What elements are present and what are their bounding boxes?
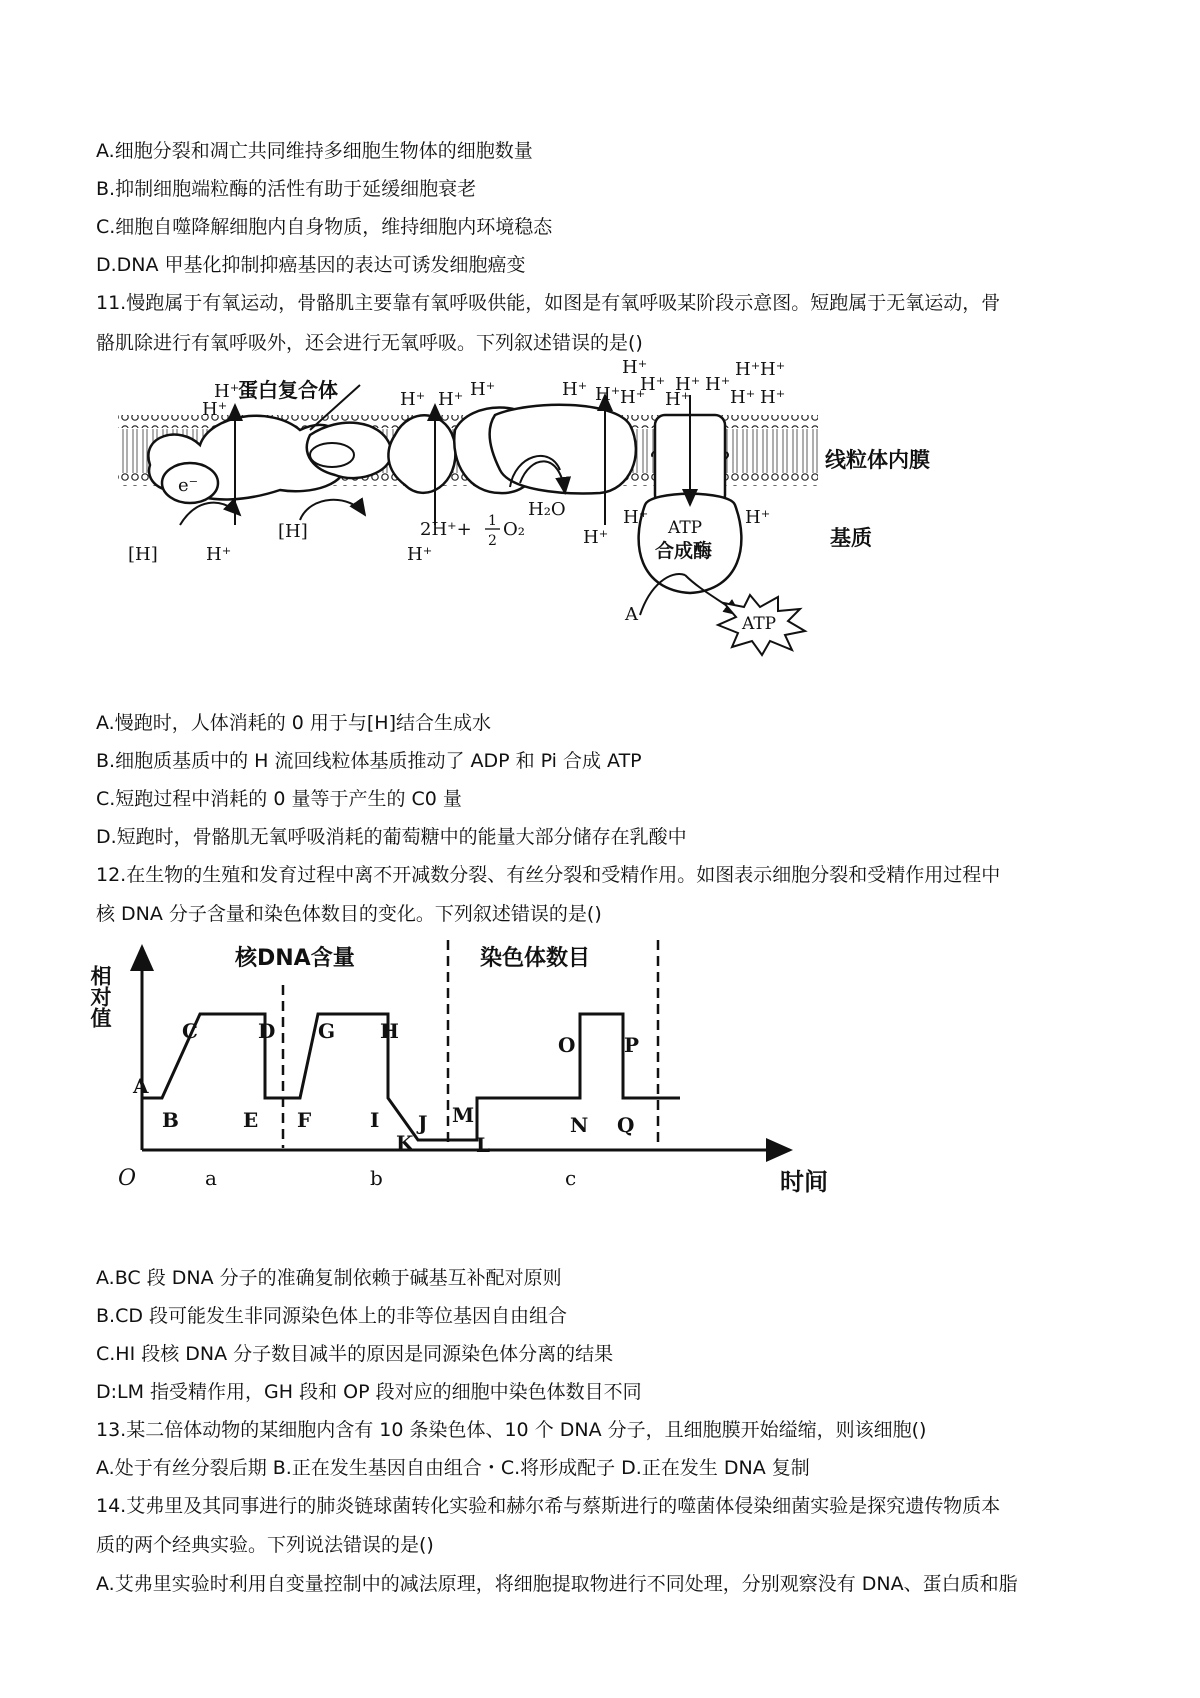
mitochondria-membrane-figure [110,357,1070,705]
point-label-l: L [476,1133,491,1157]
h-plus-label: H⁺ [470,379,496,400]
point-label-n: N [570,1113,589,1137]
h-plus-label: H⁺ [562,379,588,400]
atp-synthase-label-2: 合成酶 [655,540,713,562]
point-label-m: M [452,1103,475,1127]
h-plus-label: H⁺ [400,389,426,410]
phase-label-c: c [565,1166,577,1190]
section-title-dna: 核DNA含量 [235,946,355,971]
h-plus-label: H⁺ [623,507,649,528]
q12-stem-line1: 12.在生物的生殖和发育过程中离不开减数分裂、有丝分裂和受精作用。如图表示细胞分裂和受精作用过程中 [96,864,1001,886]
h-plus-label: H⁺ [622,357,648,378]
point-label-d: D [258,1019,276,1043]
q11-option-b: B.细胞质基质中的 H 流回线粒体基质推动了 ADP 和 Pi 合成 ATP [96,750,642,772]
origin-label: O [118,1166,137,1191]
phase-label-b: b [370,1166,383,1190]
point-label-i: I [370,1108,380,1132]
adp-a-label: A [625,604,638,625]
q14-stem-line1: 14.艾弗里及其同事进行的肺炎链球菌转化实验和赫尔希与蔡斯进行的噬菌体侵染细菌实验是探究遗传物质本 [96,1495,1001,1517]
point-label-a: A [133,1074,149,1098]
q12-option-a: A.BC 段 DNA 分子的准确复制依赖于碱基互补配对原则 [96,1267,562,1289]
point-label-g: G [318,1019,336,1043]
reaction-prefix: 2H⁺+ [420,519,472,540]
h-plus-label: H⁺ [583,527,609,548]
q10-option-a: A.细胞分裂和凋亡共同维持多细胞生物体的细胞数量 [96,140,533,162]
q13-options: A.处于有丝分裂后期 B.正在发生基因自由组合・C.将形成配子 D.正在发生 DNA 复制 [96,1457,810,1479]
water-label: H₂O [528,499,566,520]
q11-option-d: D.短跑时，骨骼肌无氧呼吸消耗的葡萄糖中的能量大部分储存在乳酸中 [96,826,687,848]
q10-option-b: B.抑制细胞端粒酶的活性有助于延缓细胞衰老 [96,178,477,200]
q13-stem: 13.某二倍体动物的某细胞内含有 10 条染色体、10 个 DNA 分子，且细胞膜开始缢缩，则该细胞() [96,1419,927,1441]
q11-stem-line2: 骼肌除进行有氧呼吸外，还会进行无氧呼吸。下列叙述错误的是() [96,332,643,354]
point-label-c: C [182,1019,198,1043]
dna-chromosome-chart [88,935,828,1215]
h-plus-label: H⁺ [214,381,240,402]
point-label-f: F [297,1108,312,1132]
electron-label: e⁻ [178,475,199,496]
q12-option-b: B.CD 段可能发生非同源染色体上的非等位基因自由组合 [96,1305,568,1327]
atp-label: ATP [742,614,777,634]
matrix-label: 基质 [830,526,872,550]
h-plus-label: H⁺ [760,359,786,380]
point-label-j: J [418,1111,428,1135]
h-plus-label: H⁺ [640,374,666,395]
h-plus-label: H⁺ [705,374,731,395]
q12-option-d: D:LM 指受精作用，GH 段和 OP 段对应的细胞中染色体数目不同 [96,1381,642,1403]
series-line [142,1014,680,1140]
point-label-b: B [162,1108,179,1132]
section-title-chromosome: 染色体数目 [480,946,591,971]
atp-synthase-label-1: ATP [668,518,703,538]
inner-membrane-label: 线粒体内膜 [825,448,930,472]
q11-option-c: C.短跑过程中消耗的 0 量等于产生的 C0 量 [96,788,462,810]
h-plus-label: H⁺ [745,507,771,528]
point-label-o: O [558,1033,576,1057]
point-label-q: Q [617,1113,635,1137]
q11-option-a: A.慢跑时，人体消耗的 0 用于与[H]结合生成水 [96,712,491,734]
phase-label-a: a [205,1166,217,1190]
h-plus-label: H⁺ [620,387,646,408]
y-axis-label: 相对值 [88,965,112,1028]
h-plus-label: H⁺ [730,387,756,408]
h-plus-label: H⁺ [407,544,433,565]
q14-option-a: A.艾弗里实验时利用自变量控制中的减法原理，将细胞提取物进行不同处理，分别观察没有 DNA、蛋白质和脂 [96,1573,1018,1595]
h-plus-label: H⁺ [675,374,701,395]
q10-option-d: D.DNA 甲基化抑制抑癌基因的表达可诱发细胞癌变 [96,254,526,276]
h-plus-label: H⁺ [760,387,786,408]
point-label-e: E [243,1108,259,1132]
half-numerator: 1 [488,513,497,529]
point-label-p: P [624,1033,640,1057]
q12-stem-line2: 核 DNA 分子含量和染色体数目的变化。下列叙述错误的是() [96,903,602,925]
q12-option-c: C.HI 段核 DNA 分子数目减半的原因是同源染色体分离的结果 [96,1343,614,1365]
q14-stem-line2: 质的两个经典实验。下列说法错误的是() [96,1534,434,1556]
point-label-h: H [380,1019,399,1043]
h-plus-label: H⁺ [735,359,761,380]
q10-option-c: C.细胞自噬降解细胞内自身物质，维持细胞内环境稳态 [96,216,553,238]
half-denominator: 2 [488,533,497,549]
nadh-label-2: [H] [278,521,308,542]
h-plus-label: H⁺ [665,389,691,410]
q11-stem-line1: 11.慢跑属于有氧运动，骨骼肌主要靠有氧呼吸供能，如图是有氧呼吸某阶段示意图。短跑属于无氧运动，骨 [96,292,1001,314]
point-label-k: K [396,1131,414,1155]
x-axis-label: 时间 [780,1168,828,1196]
h-plus-label: H⁺ [438,389,464,410]
nadh-label-1: [H] [128,544,158,565]
h-plus-label: H⁺ [595,384,621,405]
h-plus-label: H⁺ [202,399,228,420]
protein-complex-label: 蛋白复合体 [238,378,338,402]
oxygen-label: O₂ [503,519,525,540]
h-plus-label: H⁺ [206,544,232,565]
